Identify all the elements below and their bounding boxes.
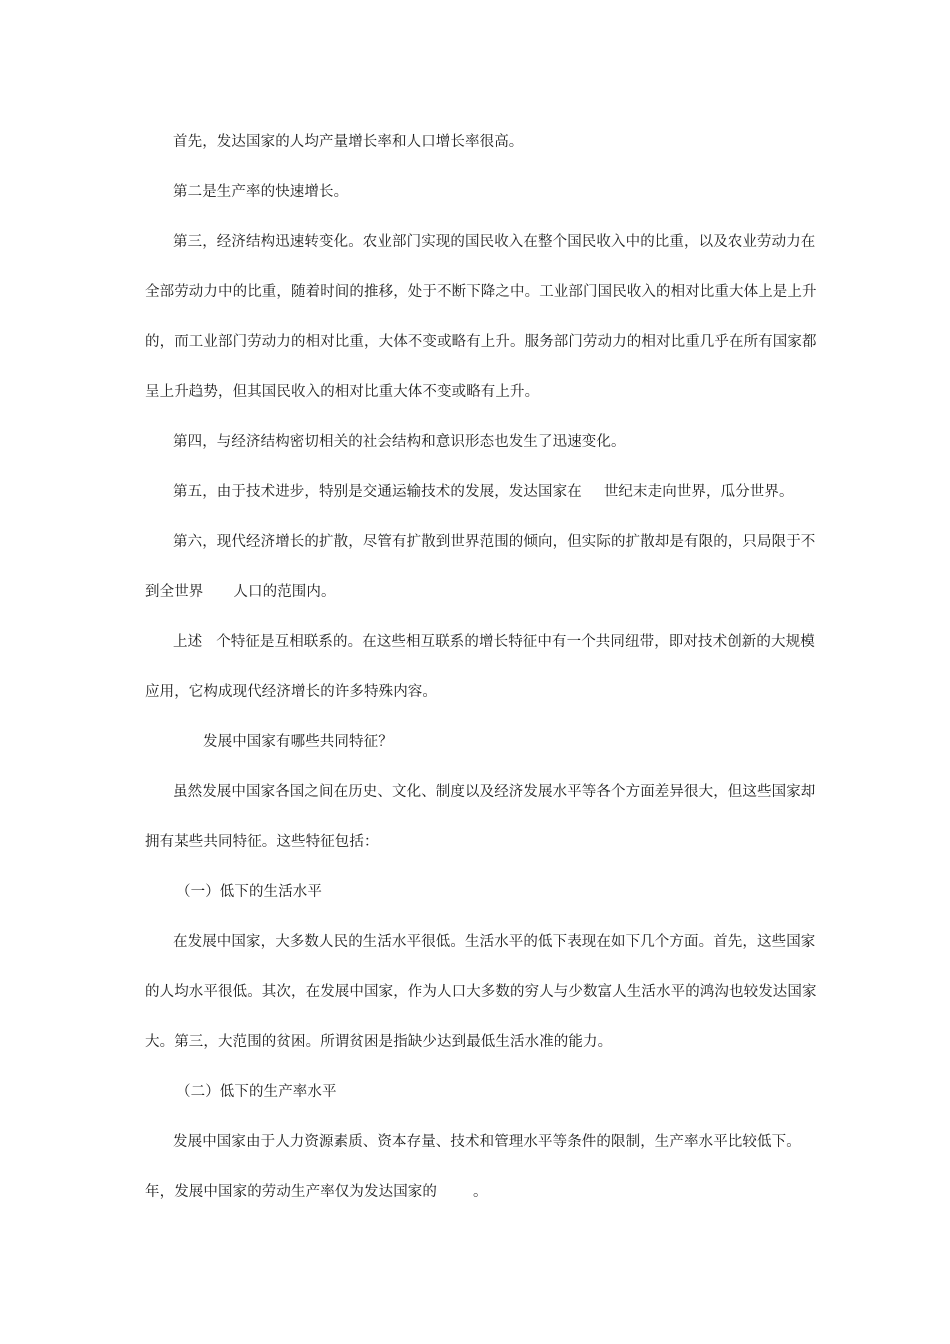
text-segment: 到全世界 [145,584,204,600]
paragraph-line: 第二是生产率的快速增长。 [173,184,349,200]
text-segment: 个特征是互相联系的。在这些相互联系的增长特征中有一个共同纽带，即对技术创新的大规模 [216,634,815,650]
paragraph-line: 的，而工业部门劳动力的相对比重，大体不变或略有上升。服务部门劳动力的相对比重几乎在所有国家都 [145,334,817,350]
paragraph-line: 在发展中国家，大多数人民的生活水平很低。生活水平的低下表现在如下几个方面。首先，这些国家 [173,934,816,950]
text-segment: 上述 [173,634,203,650]
text-segment: 。 [473,1184,488,1200]
paragraph-line: 的人均水平很低。其次，在发展中国家，作为人口大多数的穷人与少数富人生活水平的鸿沟也较发达国家 [145,984,817,1000]
text-segment: 年，发展中国家的劳动生产率仅为发达国家的 [145,1184,437,1200]
paragraph-line: 第四，与经济结构密切相关的社会结构和意识形态也发生了迅速变化。 [173,434,626,450]
paragraph-line: 虽然发展中国家各国之间在历史、文化、制度以及经济发展水平等各个方面差异很大，但这些国家却 [173,784,816,800]
paragraph-line: 第六，现代经济增长的扩散，尽管有扩散到世界范围的倾向，但实际的扩散却是有限的，只局限于不 [173,534,816,550]
paragraph-line: 拥有某些共同特征。这些特征包括： [145,834,379,850]
paragraph-line [145,1182,810,1202]
paragraph-line: 首先，发达国家的人均产量增长率和人口增长率很高。 [173,134,524,150]
text-segment: 世纪末走向世界，瓜分世界。 [603,484,794,500]
section-heading: （一）低下的生活水平 [176,884,322,900]
paragraph-line: 呈上升趋势，但其国民收入的相对比重大体不变或略有上升。 [145,384,540,400]
text-segment: 人口的范围内。 [233,584,336,600]
paragraph-line: 应用，它构成现代经济增长的许多特殊内容。 [145,684,437,700]
paragraph-line [173,632,815,652]
text-segment: 第五，由于技术进步，特别是交通运输技术的发展，发达国家在 [173,484,582,500]
section-question: 发展中国家有哪些共同特征？ [203,734,393,750]
paragraph-line: 大。第三，大范围的贫困。所谓贫困是指缺少达到最低生活水准的能力。 [145,1034,613,1050]
paragraph-line: 全部劳动力中的比重，随着时间的推移，处于不断下降之中。工业部门国民收入的相对比重大体上是上升 [145,284,817,300]
paragraph-line [145,582,810,602]
paragraph-line: 发展中国家由于人力资源素质、资本存量、技术和管理水平等条件的限制，生产率水平比较低下。 [173,1134,801,1150]
section-heading: （二）低下的生产率水平 [176,1084,337,1100]
paragraph-line: 第三，经济结构迅速转变化。农业部门实现的国民收入在整个国民收入中的比重，以及农业劳动力在 [173,234,816,250]
paragraph-line [173,482,810,502]
